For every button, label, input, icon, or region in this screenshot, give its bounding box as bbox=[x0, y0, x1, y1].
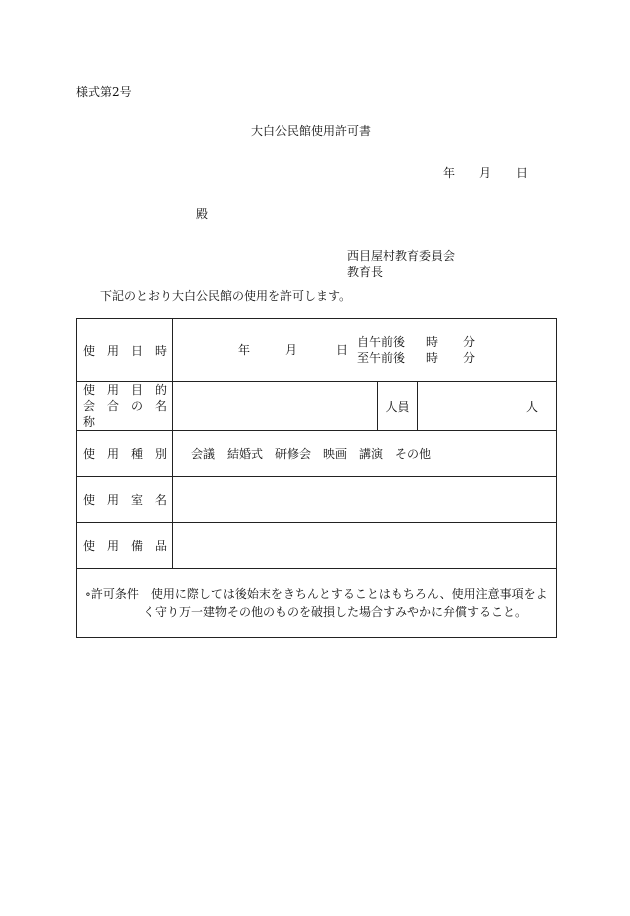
purpose-label-line1: 使 用 目 的 bbox=[83, 383, 168, 397]
room-field[interactable] bbox=[173, 477, 557, 523]
usage-date-row bbox=[77, 319, 557, 382]
conditions-row bbox=[77, 569, 557, 638]
usage-date-label: 使 用 日 時 bbox=[77, 319, 173, 382]
issue-date-month: 月 bbox=[479, 166, 492, 180]
usage-date-cell[interactable] bbox=[173, 319, 557, 382]
permit-table bbox=[76, 318, 557, 638]
intro-text: 下記のとおり大白公民館の使用を許可します。 bbox=[100, 289, 352, 303]
usage-type-options[interactable]: 会議 結婚式 研修会 映画 講演 その他 bbox=[173, 431, 557, 477]
equipment-field[interactable] bbox=[173, 523, 557, 569]
people-label: 人員 bbox=[378, 382, 418, 431]
people-field[interactable] bbox=[418, 382, 557, 431]
addressee-honorific: 殿 bbox=[196, 207, 209, 221]
issuer-title: 教育長 bbox=[347, 265, 384, 279]
usage-type-row bbox=[77, 431, 557, 477]
purpose-row bbox=[77, 382, 557, 431]
usage-date-year: 年 bbox=[238, 343, 251, 357]
usage-to-hour: 時 bbox=[426, 351, 439, 365]
document-title: 大白公民館使用許可書 bbox=[251, 124, 372, 138]
equipment-label: 使 用 備 品 bbox=[77, 523, 173, 569]
usage-time-from: 自午前後 bbox=[357, 335, 406, 349]
room-row bbox=[77, 477, 557, 523]
people-unit: 人 bbox=[526, 399, 539, 414]
form-number: 様式第2号 bbox=[76, 85, 132, 99]
equipment-row bbox=[77, 523, 557, 569]
conditions-line2: く守り万一建物その他のものを破損した場合すみやかに弁償すること。 bbox=[143, 605, 528, 619]
usage-date-month: 月 bbox=[285, 343, 298, 357]
purpose-field[interactable] bbox=[173, 382, 378, 431]
issue-date-year: 年 bbox=[443, 166, 456, 180]
usage-time-to: 至午前後 bbox=[357, 351, 406, 365]
issue-date-day: 日 bbox=[516, 166, 529, 180]
room-label: 使 用 室 名 bbox=[77, 477, 173, 523]
usage-type-label: 使 用 種 別 bbox=[77, 431, 173, 477]
meeting-name-label: 会 合 の 名 称 bbox=[83, 399, 180, 429]
purpose-label bbox=[77, 382, 180, 431]
usage-date-day: 日 bbox=[336, 343, 349, 357]
usage-from-minute: 分 bbox=[463, 335, 476, 349]
usage-to-minute: 分 bbox=[463, 351, 476, 365]
usage-from-hour: 時 bbox=[426, 335, 439, 349]
issuer-organization: 西目屋村教育委員会 bbox=[347, 249, 456, 263]
permit-conditions bbox=[77, 569, 557, 638]
conditions-line1: ∘許可条件 使用に際しては後始末をきちんとすることはもちろん、使用注意事項をよ bbox=[85, 587, 548, 601]
